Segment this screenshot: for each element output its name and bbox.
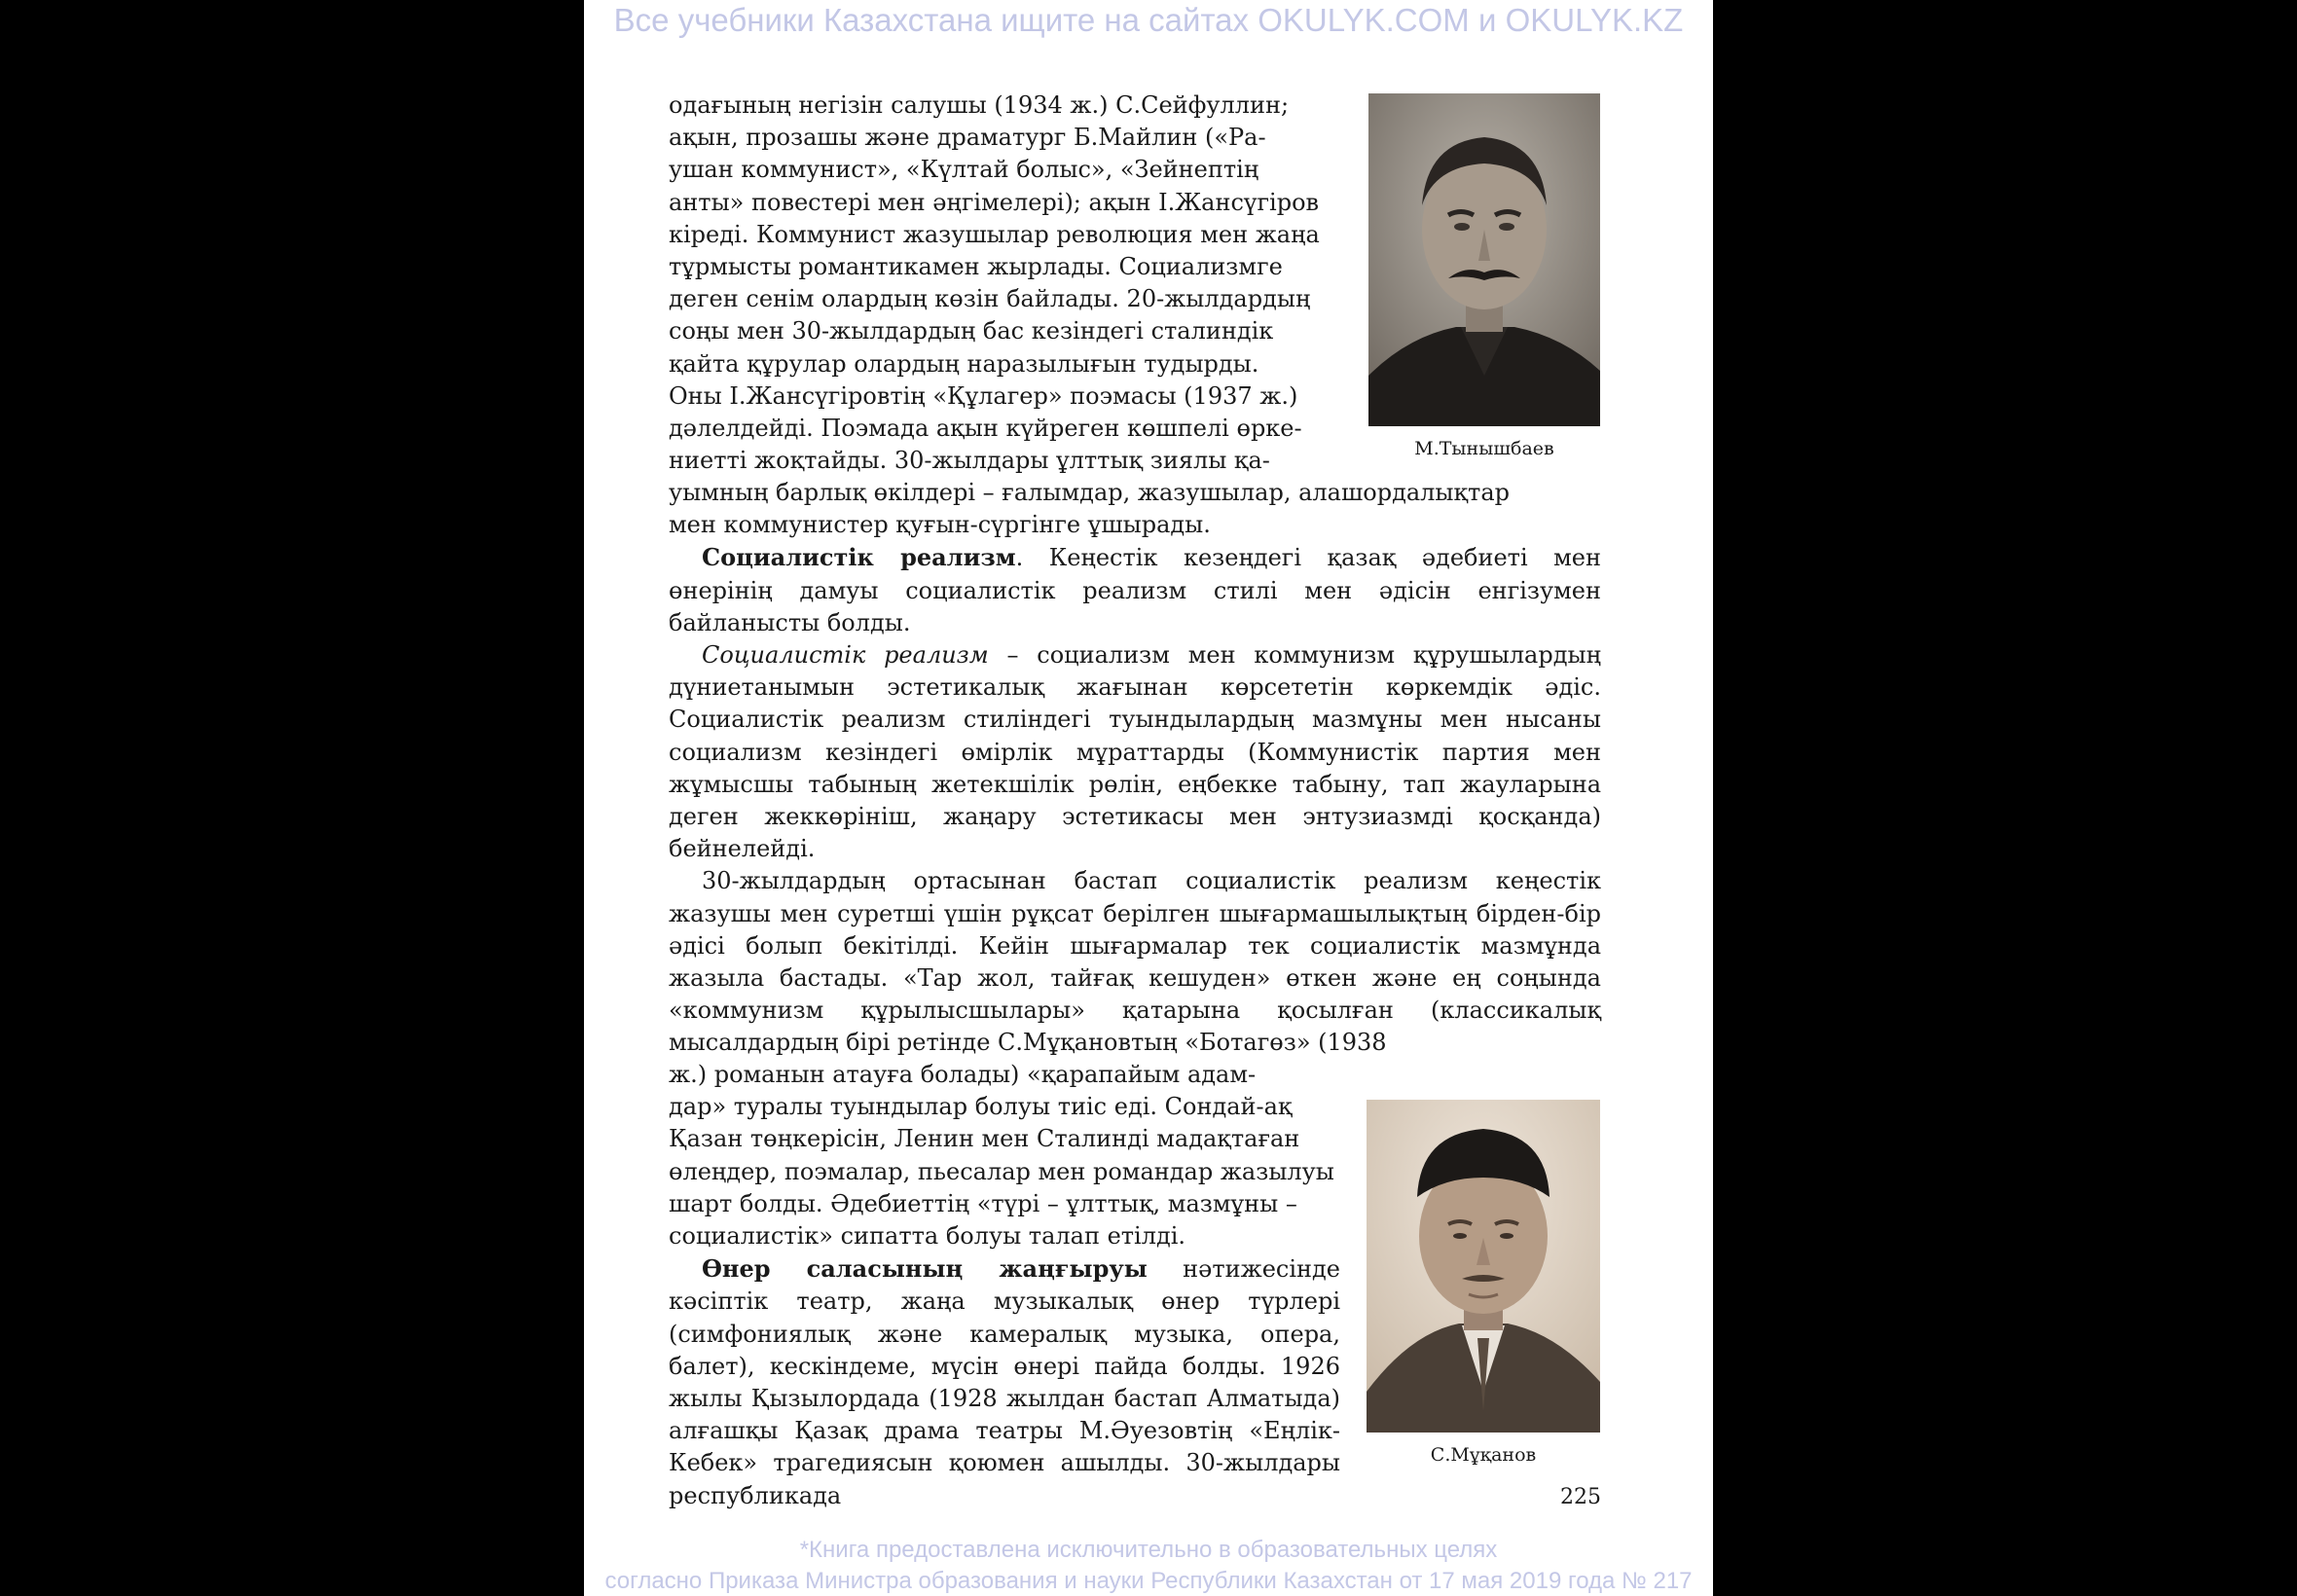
portrait-image bbox=[1367, 1100, 1600, 1433]
text-line: одағының негізін салушы (1934 ж.) С.Сейфуллин; bbox=[669, 91, 1290, 119]
text-line: тұрмысты романтикамен жырлады. Социализмге bbox=[669, 253, 1283, 281]
term-bold: Өнер саласының жаңғыруы bbox=[702, 1254, 1148, 1284]
watermark-bottom-line2: согласно Приказа Министра образования и науки Республики Казахстан от 17 мая 2019 года № 217 bbox=[604, 1568, 1693, 1594]
text-line: деген сенім олардың көзін байлады. 20-жылдардың bbox=[669, 285, 1311, 313]
text-line: анты» повестері мен әңгімелері); ақын І.Жансүгіров bbox=[669, 188, 1320, 216]
text-block-wide bbox=[669, 477, 1601, 1060]
text-block-2 bbox=[669, 1059, 1340, 1512]
text-line: социалистік» сипатта болуы талап етілді. bbox=[669, 1222, 1186, 1251]
portrait-image bbox=[1368, 93, 1600, 426]
text-line: ж.) романын атауға болады) «қарапайым адам- bbox=[669, 1061, 1257, 1088]
text-line: шарт болды. Әдебиеттің «түрі – ұлттық, мазмұны – bbox=[669, 1189, 1297, 1217]
text-line: уымның барлық өкілдері – ғалымдар, жазушылар, алашордалықтар bbox=[669, 479, 1510, 506]
text-line: мен коммунистер қуғын-сүргінге ұшырады. bbox=[669, 511, 1211, 539]
paragraph-socialist-realism: Социалистік реализм. Кеңестік кезеңдегі қазақ әдебиеті мен өнерінің дамуы социалистік реализм стилі мен әдісін енгізумен байланысты болды. bbox=[669, 543, 1601, 636]
term-bold: Социалистік реализм bbox=[702, 543, 1016, 572]
photo-caption: М.Тынышбаев bbox=[1414, 438, 1554, 459]
paragraph-definition: Социалистік реализм – социализм мен коммунизм құрушылардың дүниетанымын эстетикалық жағынан көрсететін көркемдік әдіс. Социалистік реализм стиліндегі туындылардың мазмұны мен нысаны социализм кезіндегі өмірлік мұраттарды (Коммунистік партия мен жұмысшы табының жетекшілік рөлін, еңбекке табыну, тап жауларына деген жеккөрініш, жаңару эстетикасы мен энтузиазмді қосқанда) бейнелейді. bbox=[669, 641, 1601, 863]
text-line: өлеңдер, поэмалар, пьесалар мен романдар жазылуы bbox=[669, 1157, 1334, 1185]
textbook-page bbox=[584, 0, 1713, 1596]
text-block-1 bbox=[669, 90, 1340, 477]
paragraph-30s: 30-жылдардың ортасынан бастап социалистік реализм кеңестік жазушы мен суретші үшін рұқсат берілген шығармашылықтың бірден-бір әдісі болып бекітілді. Кейін шығармалар тек социалистік мазмұнда жазыла бастады. «Тар жол, тайғақ кешуден» өткен және ең соңында «коммунизм құрылысшылары» қатарына қосылған (классикалық мысалдардың бірі ретінде С.Мұқановтың «Ботагөз» (1938 bbox=[669, 867, 1601, 1057]
watermark-top: Все учебники Казахстана ищите на сайтах OKULYK.COM и OKULYK.KZ bbox=[613, 2, 1684, 38]
text-line: дәлелдейді. Поэмада ақын күйреген көшпелі өрке- bbox=[669, 415, 1302, 443]
photo-caption: С.Мұқанов bbox=[1430, 1444, 1537, 1466]
portrait-photo bbox=[1367, 1100, 1600, 1433]
text-line: соңы мен 30-жылдардың бас кезіндегі сталиндік bbox=[669, 317, 1274, 345]
text-line: Қазан төңкерісін, Ленин мен Сталинді мадақтаған bbox=[669, 1125, 1300, 1153]
watermark-bottom-line1: *Книга предоставлена исключительно в образовательных целях bbox=[799, 1537, 1498, 1563]
page-number: 225 bbox=[1560, 1485, 1601, 1509]
portrait-photo bbox=[1368, 93, 1600, 426]
term-italic: Социалистік реализм bbox=[702, 641, 989, 670]
text-line: Оны І.Жансүгіровтің «Құлагер» поэмасы (1937 ж.) bbox=[669, 381, 1298, 410]
text-line: ақын, прозашы және драматург Б.Майлин («Ра- bbox=[669, 124, 1266, 152]
text-line: кіреді. Коммунист жазушылар революция мен жаңа bbox=[669, 220, 1320, 248]
text-line: дар» туралы туындылар болуы тиіс еді. Сондай-ақ bbox=[669, 1093, 1293, 1121]
text-line: ушан коммунист», «Күлтай болыс», «Зейнептің bbox=[669, 156, 1259, 184]
text-line: қайта құрулар олардың наразылығын тудырды. bbox=[669, 349, 1259, 378]
paragraph-art: Өнер саласының жаңғыруы нәтижесінде кәсіптік театр, жаңа музыкалық өнер түрлері (симфониялық және камералық музыка, опера, балет), кескіндеме, мүсін өнері пайда болды. 1926 жылы Қызылордада (1928 жылдан бастап Алматыда) алғашқы Қазақ драма театры М.Әуезовтің «Еңлік-Кебек» трагедиясын қоюмен ашылды. 30-жылдары республикада bbox=[669, 1254, 1340, 1509]
text-line: ниетті жоқтайды. 30-жылдары ұлттық зиялы қа- bbox=[669, 447, 1270, 475]
